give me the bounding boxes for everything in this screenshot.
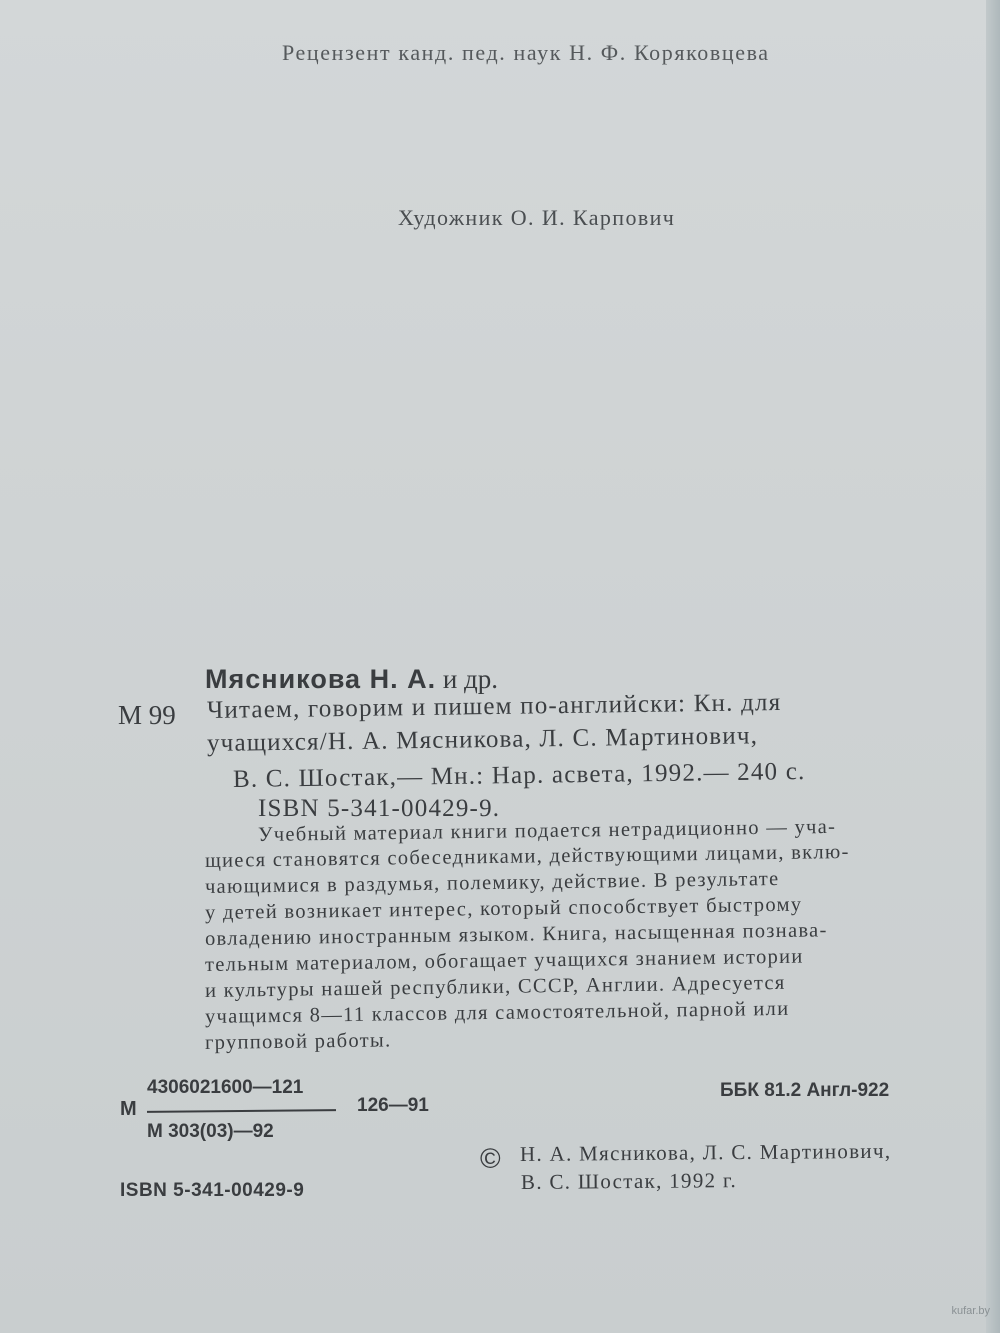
watermark: kufar.by (951, 1305, 990, 1317)
imprint-isbn: ISBN 5-341-00429-9 (120, 1180, 305, 1201)
author-rest: и др. (436, 664, 499, 694)
annotation-line: у детей возникает интерес, который способствует быстрому (204, 893, 803, 924)
reviewer-line: Рецензент канд. пед. наук Н. Ф. Коряковцева (282, 40, 770, 65)
bib-line: учащихся/Н. А. Мясникова, Л. С. Мартинович, (206, 722, 759, 757)
bbk-code: ББК 81.2 Англ-922 (720, 1080, 890, 1101)
copyright-line: Н. А. Мясникова, Л. С. Мартинович, (519, 1138, 892, 1166)
copyright-icon: © (480, 1143, 501, 1174)
annotation-line: учащимся 8—11 классов для самостоятельной, парной или (204, 997, 790, 1028)
artist-line: Художник О. И. Карпович (398, 205, 676, 230)
author-name: Мясникова Н. А. (205, 664, 437, 694)
bib-line: В. С. Шостак,— Мн.: Нар. асвета, 1992.— 240 с. (232, 758, 806, 793)
catalog-isbn: ISBN 5-341-00429-9. (258, 795, 501, 822)
annotation-line: Учебный материал книги подается нетрадиционно — уча- (257, 815, 837, 846)
fraction-line (147, 1109, 336, 1113)
annotation-line: овладению иностранным языком. Книга, насыщенная познава- (204, 919, 828, 950)
imprint-m-letter: М (120, 1098, 137, 1120)
catalog-code: М 99 (118, 700, 176, 730)
bib-line: Читаем, говорим и пишем по-английски: Кн. для (206, 688, 782, 724)
annotation-line: групповой работы. (204, 1029, 392, 1054)
imprint-code: 126—91 (357, 1095, 429, 1116)
catalog-author (205, 664, 498, 695)
imprint-fraction-top: 4306021600—121 (147, 1077, 304, 1098)
annotation-line: и культуры нашей республики, СССР, Англии. Адресуется (204, 971, 786, 1002)
annotation-line: чающимися в раздумья, полемику, действие. В результате (204, 867, 780, 898)
annotation-line: тельным материалом, обогащает учащихся знанием истории (204, 945, 804, 976)
imprint-fraction-bottom: М 303(03)—92 (147, 1121, 274, 1142)
annotation-line: щиеся становятся собеседниками, действующими лицами, вклю- (204, 840, 850, 872)
copyright-line: В. С. Шостак, 1992 г. (520, 1168, 738, 1194)
page-edge (986, 0, 1000, 1333)
